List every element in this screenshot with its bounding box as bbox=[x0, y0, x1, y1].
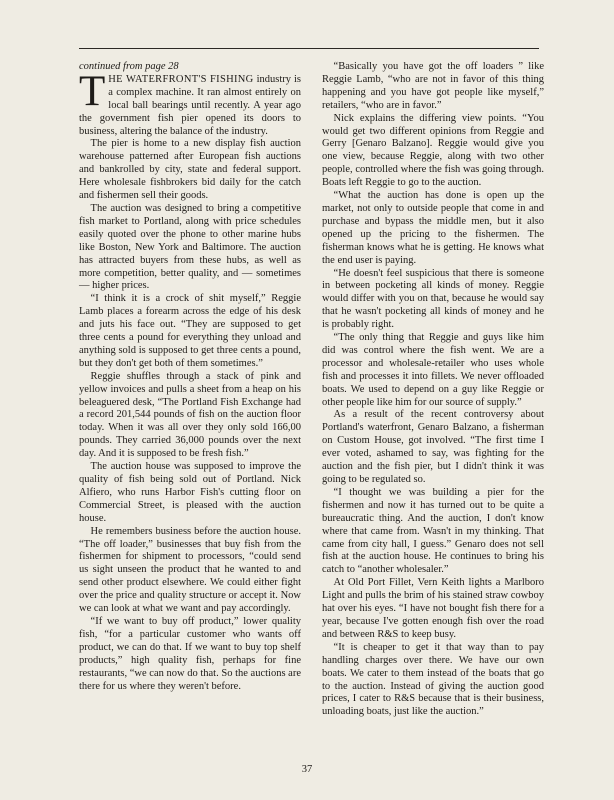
left-column bbox=[79, 61, 301, 693]
page-number: 37 bbox=[301, 764, 313, 775]
body-paragraph: “What the auction has done is open up the market, not only to outside people that come in and purchase and bypass the middle men, but it also opened up the pricing to the fishermen. The fisherman knows what he is getting. He knows what the end user is paying. bbox=[322, 190, 544, 266]
body-paragraph: Nick explains the differing view points. “You would get two different opinions from Reggie and Gerry [Genaro Balzano]. Reggie would give you one view, because Reggie, along with two other people, controlled where the fish was going through. Boats left Reggie to go to the auction. bbox=[322, 112, 544, 189]
lead-text: industry is a complex machine. It ran almost entirely on local ball bearings until recently. A year ago the government fish pier opened its doors to business, altering the balance of the industry. bbox=[79, 73, 302, 137]
body-paragraph: “The only thing that Reggie and guys like him did was control where the fish went. We are a processor and wholesale-retailer who uses whole fish and processes it into fillets. We never offloaded boats. We used to depend on a guy like Reggie or other people like him for our source of supply.” bbox=[322, 332, 544, 408]
body-paragraph: At Old Port Fillet, Vern Keith lights a Marlboro Light and pulls the brim of his stained straw cowboy hat over his eyes. “I have not bought fish there for a year, because I've gotten enough fish over the road and between R&S to keep busy. bbox=[322, 577, 544, 640]
body-paragraph: “I thought we was building a pier for the fishermen and now it has turned out to be quite a bureaucratic thing. And the auction, I don't know where that came from. Wasn't in my thinking. That came from city hall, I guess.” Genaro does not sell fish at the auction house. He continues to bring his catch to “another wholesaler.” bbox=[322, 486, 544, 576]
body-paragraph: The auction house was supposed to improve the quality of fish being sold out of Portland. Nick Alfiero, who runs Harbor Fish's cutting floor on Commercial Street, is pleased with the auction house. bbox=[79, 461, 301, 524]
body-paragraph: He remembers business before the auction house. “The off loader,” businesses that buy fish from the fishermen for shipment to processors, “could send us sight unseen the product that he wanted to and send other product elsewhere. We could either fight over the price and quality structure or accept it. Now we can look at what we want and pay accordingly. bbox=[79, 525, 301, 615]
body-paragraph: “He doesn't feel suspicious that there is someone in between pocketing all kinds of money. Reggie would differ with you on that, because he would say that he wasn't pocketing all kinds of money and he is probably right. bbox=[322, 267, 544, 331]
body-paragraph: “I think it is a crock of shit myself,” Reggie Lamb places a forearm across the edge of his desk and juts his face out. “They are supposed to get three cents a pound for everything they unload and anything sold is supposed to get three cents a pound, but they don't get both of them sometimes.” bbox=[79, 293, 301, 369]
body-paragraph: “Basically you have got the off loaders ” like Reggie Lamb, “who are not in favor of this thing happening and you have got people like myself,” retailers, “who are in favor.” bbox=[322, 61, 544, 111]
right-column bbox=[322, 61, 544, 719]
body-paragraph: “If we want to buy off product,” lower quality fish, “for a particular customer who wants off product, we can do that. If we want to buy top shelf products,” high quality fish, perhaps for fine restaurants, “we can now do that. So the auctions are there for us where they weren't before. bbox=[79, 615, 301, 692]
body-paragraph: The auction was designed to bring a competitive fish market to Portland, along with price schedules easily quoted over the phone to other marine hubs like Boston, New York and Baltimore. The auction has attracted buyers from these hubs, as well as more competition, better quality, and — sometimes — higher prices. bbox=[79, 202, 301, 292]
body-paragraph: Reggie shuffles through a stack of pink and yellow invoices and pulls a sheet from a heap on his beleaguered desk, “The Portland Fish Exchange had a record 201,544 pounds of fish on the auction floor today. When it was all over they only sold 166,00 pounds. They carried 36,000 pounds over the next day. And it is supposed to be fresh fish.” bbox=[79, 370, 301, 460]
body-paragraph: As a result of the recent controversy about Portland's waterfront, Genaro Balzano, a fisherman on Custom House, got involved. “The first time I ever voted, ashamed to say, was fighting for the auction and the fish pier, but I didn't think it was going to be regulated so. bbox=[322, 409, 544, 485]
lead-smallcaps: HE WATERFRONT'S FISHING bbox=[108, 73, 254, 85]
continued-from-note: continued from page 28 bbox=[79, 61, 179, 72]
drop-cap: T bbox=[79, 67, 106, 115]
header-rule bbox=[79, 48, 539, 49]
lead-paragraph bbox=[79, 67, 302, 139]
body-paragraph: The pier is home to a new display fish auction warehouse patterned after European fish auctions and bankrolled by city, state and federal support. Here wholesale fishbrokers bid daily for the catch and fishermen sell their goods. bbox=[79, 138, 301, 202]
body-paragraph: “It is cheaper to get it that way than to pay handling charges over there. We have our own boats. We cater to them instead of the boats that go to the auction. Instead of giving the auction good prices, I cater to R&S because that is their business, unloading boats, just like the auction.” bbox=[322, 641, 544, 718]
